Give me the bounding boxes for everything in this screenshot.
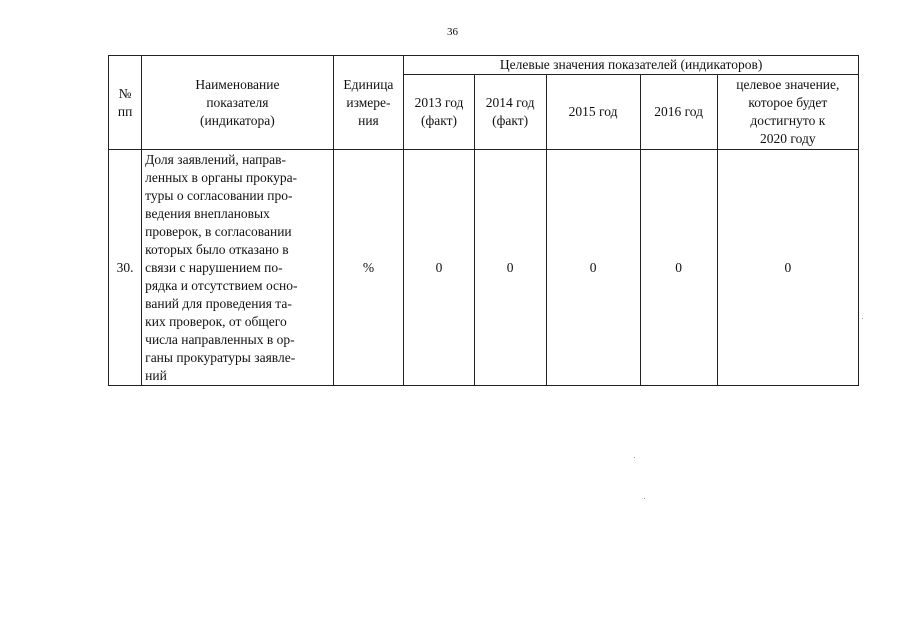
header-name-label: Наименование показателя (индикатора) <box>195 76 280 128</box>
scan-speck <box>862 318 863 319</box>
scan-speck <box>644 498 645 499</box>
row-value-2015 <box>546 150 640 386</box>
header-2016 <box>640 75 717 150</box>
indicators-table <box>108 55 859 386</box>
row-value-2014 <box>474 150 546 386</box>
scan-speck <box>634 457 635 458</box>
row-value-2013-text: 0 <box>435 259 443 275</box>
header-row-group <box>109 56 859 75</box>
row-value-target-2020 <box>717 150 858 386</box>
row-value-2014-text: 0 <box>506 259 514 275</box>
header-target-2020 <box>717 75 858 150</box>
row-value-2016-text: 0 <box>675 259 683 275</box>
header-target-2020-label: целевое значение, которое будет достигнуто к 2020 году <box>736 77 840 146</box>
header-unit-label: Единица измере- ния <box>343 76 394 128</box>
row-unit-value: % <box>362 259 375 275</box>
page-number: 36 <box>447 26 458 38</box>
header-unit <box>333 56 404 150</box>
row-indicator-name <box>142 150 333 386</box>
header-num <box>109 56 142 150</box>
header-2013 <box>404 75 475 150</box>
header-target-group <box>404 56 859 75</box>
row-num <box>109 150 142 386</box>
table-row <box>109 150 859 386</box>
header-2013-label: 2013 год (факт) <box>414 95 464 128</box>
header-num-label: № пп <box>117 85 133 119</box>
header-2016-label: 2016 год <box>654 104 704 119</box>
header-2015-label: 2015 год <box>568 104 618 119</box>
header-2015 <box>546 75 640 150</box>
row-unit <box>333 150 404 386</box>
row-indicator-name-text: Доля заявлений, направ- ленных в органы прокура- туры о согласовании про- ведения внеплановых проверок, в согласовании которых было отказано в связи с нарушением по- рядка и отсутствием осно- ваний для проведения та- ких проверок, от общего числа направленных в ор- ганы прокуратуры заявле- ний <box>145 151 298 383</box>
row-value-2015-text: 0 <box>589 259 597 275</box>
header-name <box>142 56 333 150</box>
row-value-target-2020-text: 0 <box>784 259 792 275</box>
header-2014-label: 2014 год (факт) <box>485 95 535 128</box>
row-num-value: 30. <box>116 259 134 275</box>
row-value-2016 <box>640 150 717 386</box>
row-value-2013 <box>404 150 475 386</box>
header-target-group-label: Целевые значения показателей (индикаторов) <box>499 57 763 72</box>
header-2014 <box>474 75 546 150</box>
